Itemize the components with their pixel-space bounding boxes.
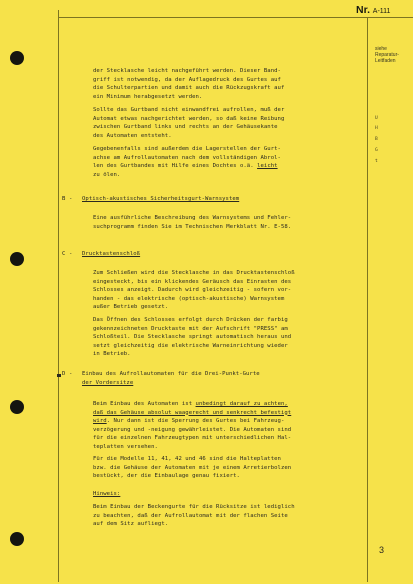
margin-mark: H bbox=[375, 126, 378, 131]
sidebar-line: Leitfaden bbox=[375, 58, 396, 64]
sidebar-line: siehe bbox=[375, 46, 387, 52]
punch-hole bbox=[10, 400, 24, 414]
paragraph: der Stecklasche leicht nachgeführt werden. Dieser Band- griff ist notwendig, da der Auflagedruck des Gurtes auf die Schulterpartien und damit auch die Rückzugskraft auf ein Minimum herabgesetzt werden. bbox=[93, 68, 285, 100]
section-letter: D bbox=[62, 371, 66, 377]
margin-mark: B bbox=[375, 137, 378, 142]
sidebar-note bbox=[375, 46, 399, 64]
section-title: Optisch-akustisches Sicherheitsgurt-Warnsystem bbox=[82, 196, 240, 202]
section-title: Einbau des Aufrollautomaten für die Drei-Punkt-Gurte der Vordersitze bbox=[82, 371, 260, 386]
header-rule bbox=[58, 17, 413, 18]
nr-value: A-111 bbox=[372, 8, 391, 15]
section-title: Drucktastenschloß bbox=[82, 251, 141, 257]
paragraph: Beim Einbau des Automaten ist unbedingt darauf zu achten, daß das Gehäuse absolut waagerecht und senkrecht befestigt wird. Nur dann ist die Sperrung des Gurtes bei Fahrzeug- verzögerung und -neigung gewährleistet. Die Automaten sind für die einzelnen Fahrzeugtypen mit unterschiedlichen Hal- teplatten versehen. bbox=[93, 401, 292, 450]
paragraph: Für die Modelle 11, 41, 42 und 46 sind die Halteplatten bzw. die Gehäuse der Automaten mit je einem Arretierbolzen bestückt, der die Einbaulage genau fixiert. bbox=[93, 456, 292, 479]
paragraph: Sollte das Gurtband nicht einwandfrei aufrollen, muß der Automat etwas nachgerichtet werden, so daß keine Reibung zwischen Gurtband links und rechts an der Gehäusekante des Automaten entsteht. bbox=[93, 107, 285, 139]
section-dash: - bbox=[69, 251, 73, 257]
section-letter: B bbox=[62, 196, 66, 202]
margin-mark: U bbox=[375, 116, 378, 121]
paragraph: Beim Einbau der Beckengurte für die Rücksitze ist lediglich zu beachten, daß der Aufrollautomat mit der flachen Seite auf dem Sitz aufliegt. bbox=[93, 504, 295, 527]
paragraph: Eine ausführliche Beschreibung des Warnsystems und Fehler- suchprogramm finden Sie im Technischen Merkblatt Nr. E-58. bbox=[93, 215, 292, 230]
page-number: 3 bbox=[379, 545, 385, 555]
paragraph: Das Öffnen des Schlosses erfolgt durch Drücken der farbig gekennzeichneten Drucktaste mit der Aufschrift "PRESS" am Schloßteil. Die Stecklasche springt automatisch heraus und setzt gleichzeitig die elektrische Warneinrichtung wieder in Betrieb. bbox=[93, 317, 292, 357]
punch-hole bbox=[10, 532, 24, 546]
document-number bbox=[356, 4, 390, 16]
punch-hole bbox=[10, 51, 24, 65]
right-margin-rule bbox=[367, 18, 368, 582]
nr-label: Nr. bbox=[356, 4, 371, 16]
section-letter: C bbox=[62, 251, 66, 257]
hint-label: Hinweis: bbox=[93, 491, 121, 497]
left-margin-rule bbox=[58, 10, 59, 582]
margin-mark: G bbox=[375, 148, 378, 153]
paragraph: Zum Schließen wird die Stecklasche in das Drucktastenschloß eingesteckt, bis ein klickendes Geräusch das Einrasten des Schlosses anzeigt. Dadurch wird gleichzeitig - sofern vor- handen - das elektrische (optisch-akustische) Warnsystem außer Betrieb gesetzt. bbox=[93, 270, 295, 310]
section-dash: - bbox=[69, 196, 73, 202]
paragraph: Gegebenenfalls sind außerdem die Lagerstellen der Gurt- achse am Aufrollautomaten nach dem vollständigen Abrol- len des Gurtbandes mit Hilfe eines Dochtes o.ä. leicht zu ölen. bbox=[93, 146, 281, 178]
punch-hole bbox=[10, 252, 24, 266]
section-dash: - bbox=[69, 371, 73, 377]
bullet-mark bbox=[57, 374, 61, 377]
sidebar-line: Reparatur- bbox=[375, 52, 399, 58]
margin-mark: t bbox=[375, 159, 378, 164]
